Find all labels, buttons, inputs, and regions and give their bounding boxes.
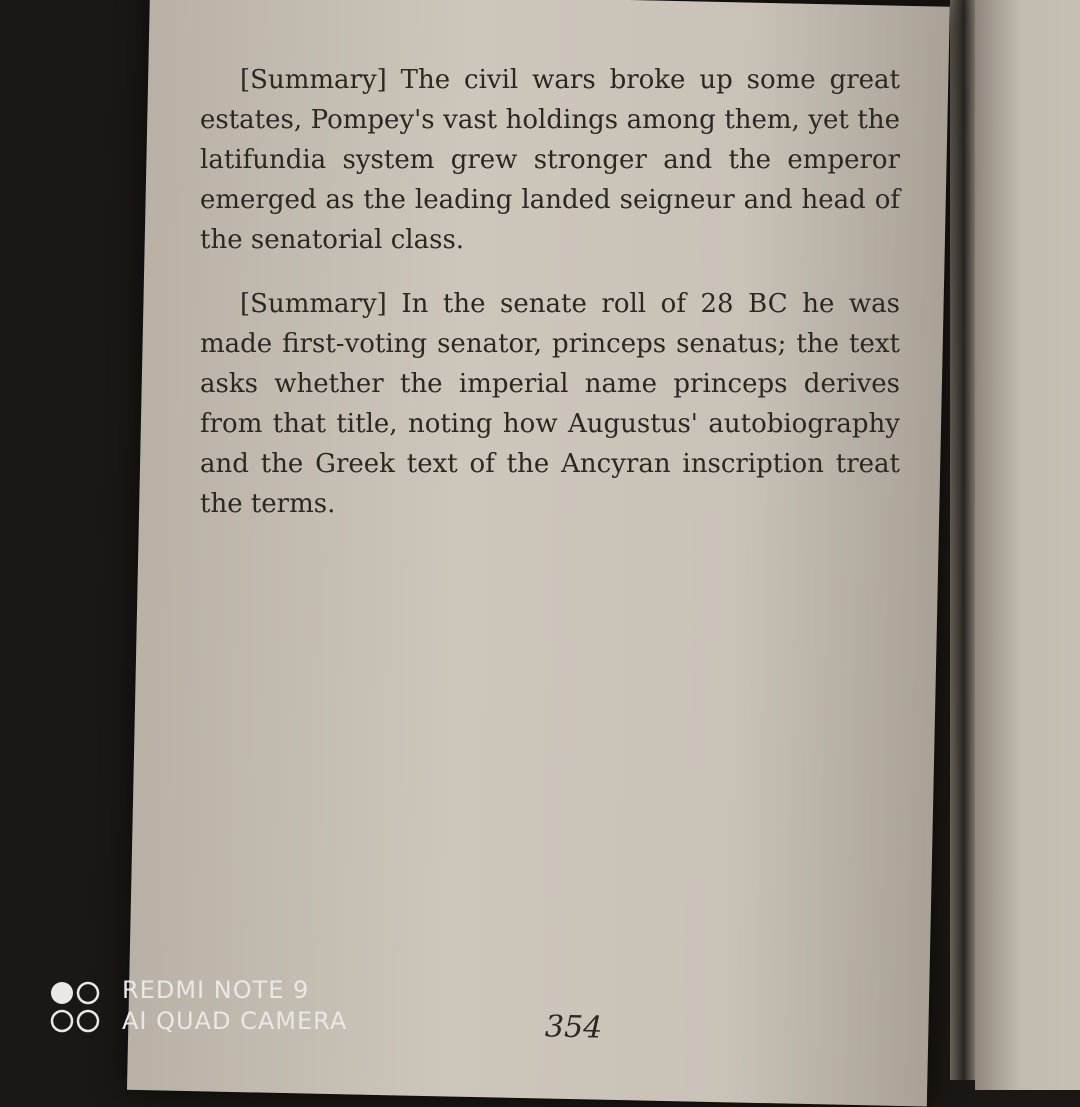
page-summary [200, 60, 900, 548]
camera-lens-icon [48, 979, 104, 1035]
summary-paragraph-2: [Summary] In the senate roll of 28 BC he was made first-voting senator, princeps senatus; the text asks whether the imperial name princeps derives from that title, noting how Augustus' autobiography and the Greek text of the Ancyran inscription treat the terms. [200, 289, 900, 519]
watermark-line-1: REDMI NOTE 9 [122, 976, 310, 1004]
watermark-line-2: AI QUAD CAMERA [122, 1007, 348, 1035]
summary-paragraph-1: [Summary] The civil wars broke up some great estates, Pompey's vast holdings among them, yet the latifundia system grew stronger and the emperor emerged as the leading landed seigneur and head of the senatorial class. [200, 65, 900, 255]
facing-page [975, 0, 1080, 1090]
page-number: 354 [544, 1009, 603, 1046]
book-spine [950, 0, 975, 1080]
